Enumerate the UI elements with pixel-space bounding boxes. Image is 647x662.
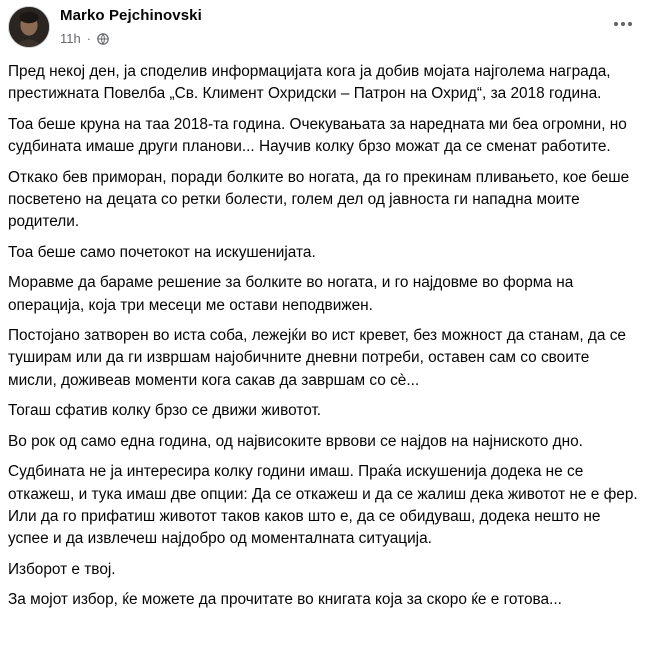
post-paragraph: Постојано затворен во иста соба, лежејќи во ист кревет, без можност да станам, да се туширам или да ги извршам најобичните дневни потреби, оставен сам со своите мисли, доживеав моменти кога сакав да завршам со сè... (8, 327, 626, 389)
post-paragraph: Изборот е твој. (8, 560, 116, 578)
author-name[interactable]: Marko Pejchinovski (60, 7, 202, 24)
post-timestamp[interactable]: 11h (60, 31, 81, 46)
post-meta (60, 31, 109, 46)
more-horizontal-icon[interactable] (611, 12, 635, 36)
avatar[interactable] (8, 6, 50, 48)
post-paragraph: Тоа беше круна на таа 2018-та година. Очекувањата за наредната ми беа огромни, но судбината имаше други планови... Научив колку брзо можат да се сменат работите. (8, 115, 627, 156)
post-paragraph: Судбината не ја интересира колку години имаш. Праќа искушенија додека не се откажеш, и тука имаш две опции: Да се откажеш и да се жалиш дека животот не е фер. Или да го прифатиш животот таков каков што е, да се обидуваш, додека нешто не успее и да извлечеш најдобро од моменталната ситуација. (8, 463, 638, 548)
avatar-image (9, 7, 49, 47)
post-paragraph: Во рок од само една година, од највисоките врвови се најдов на најниското дно. (8, 432, 583, 450)
meta-separator: · (86, 31, 92, 46)
post-paragraph: Тогаш сфатив колку брзо се движи животот. (8, 402, 322, 420)
post-paragraph: Тоа беше само почетокот на искушенијата. (8, 243, 316, 261)
post-body (8, 61, 642, 620)
post-header (0, 0, 647, 58)
globe-icon[interactable] (97, 33, 109, 45)
post-paragraph: Откако бев приморан, поради болките во ногата, да го прекинам пливањето, кое беше посветено на децата со ретки болести, голем дел од јавноста ги нападна моите родители. (8, 168, 630, 231)
post-paragraph: За мојот избор, ќе можете да прочитате во книгата која за скоро ќе е готова... (8, 591, 562, 609)
post-paragraph: Пред некој ден, ја споделив информацијата кога ја добив мојата најголема награда, престижната Повелба „Св. Климент Охридски – Патрон на Охрид“, за 2018 година. (8, 63, 611, 103)
post-paragraph: Моравме да бараме решение за болките во ногата, и го најдовме во форма на операција, која три месеци ме остави неподвижен. (8, 274, 574, 314)
